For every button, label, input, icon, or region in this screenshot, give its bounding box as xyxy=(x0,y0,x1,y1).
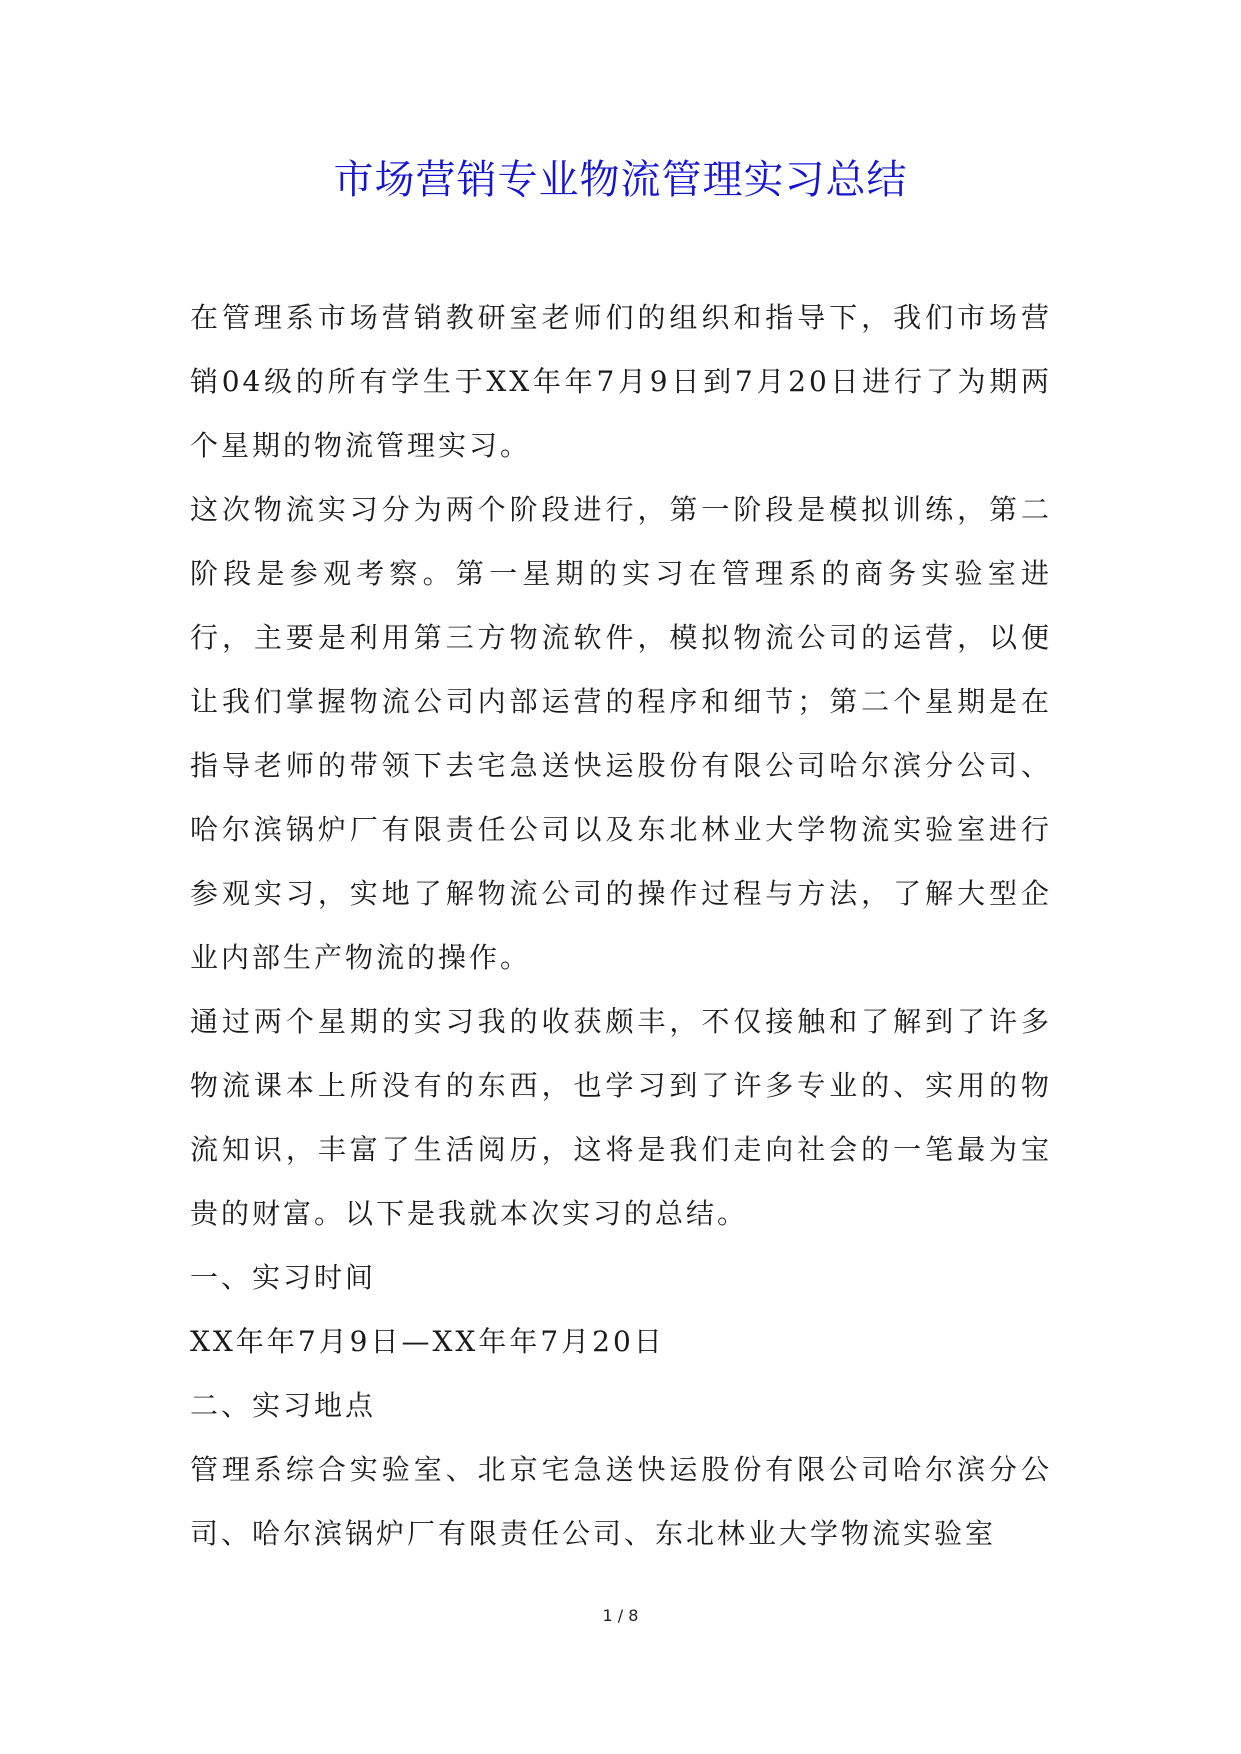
stages-paragraph: 这次物流实习分为两个阶段进行，第一阶段是模拟训练，第二阶段是参观考察。第一星期的实习在管理系的商务实验室进行，主要是利用第三方物流软件，模拟物流公司的运营，以便让我们掌握物流公司内部运营的程序和细节；第二个星期是在指导老师的带领下去宅急送快运股份有限公司哈尔滨分公司、哈尔滨锅炉厂有限责任公司以及东北林业大学物流实验室进行参观实习，实地了解物流公司的操作过程与方法，了解大型企业内部生产物流的操作。 xyxy=(190,493,1052,974)
internship-locations: 管理系综合实验室、北京宅急送快运股份有限公司哈尔滨分公司、哈尔滨锅炉厂有限责任公司、东北林业大学物流实验室 xyxy=(190,1453,1052,1550)
section-heading-time: 一、实习时间 xyxy=(190,1261,377,1294)
intro-paragraph: 在管理系市场营销教研室老师们的组织和指导下，我们市场营销04级的所有学生于XX年年7月9日到7月20日进行了为期两个星期的物流管理实习。 xyxy=(190,301,1052,462)
gains-paragraph: 通过两个星期的实习我的收获颇丰，不仅接触和了解到了许多物流课本上所没有的东西，也学习到了许多专业的、实用的物流知识，丰富了生活阅历，这将是我们走向社会的一笔最为宝贵的财富。以下是我就本次实习的总结。 xyxy=(190,1005,1052,1230)
section-heading-location: 二、实习地点 xyxy=(190,1389,377,1422)
page-title: 市场营销专业物流管理实习总结 xyxy=(333,157,908,203)
internship-dates: XX年年7月9日—XX年年7月20日 xyxy=(190,1325,665,1358)
document-body xyxy=(190,286,1052,1566)
page-number: 1 / 8 xyxy=(602,1606,639,1625)
